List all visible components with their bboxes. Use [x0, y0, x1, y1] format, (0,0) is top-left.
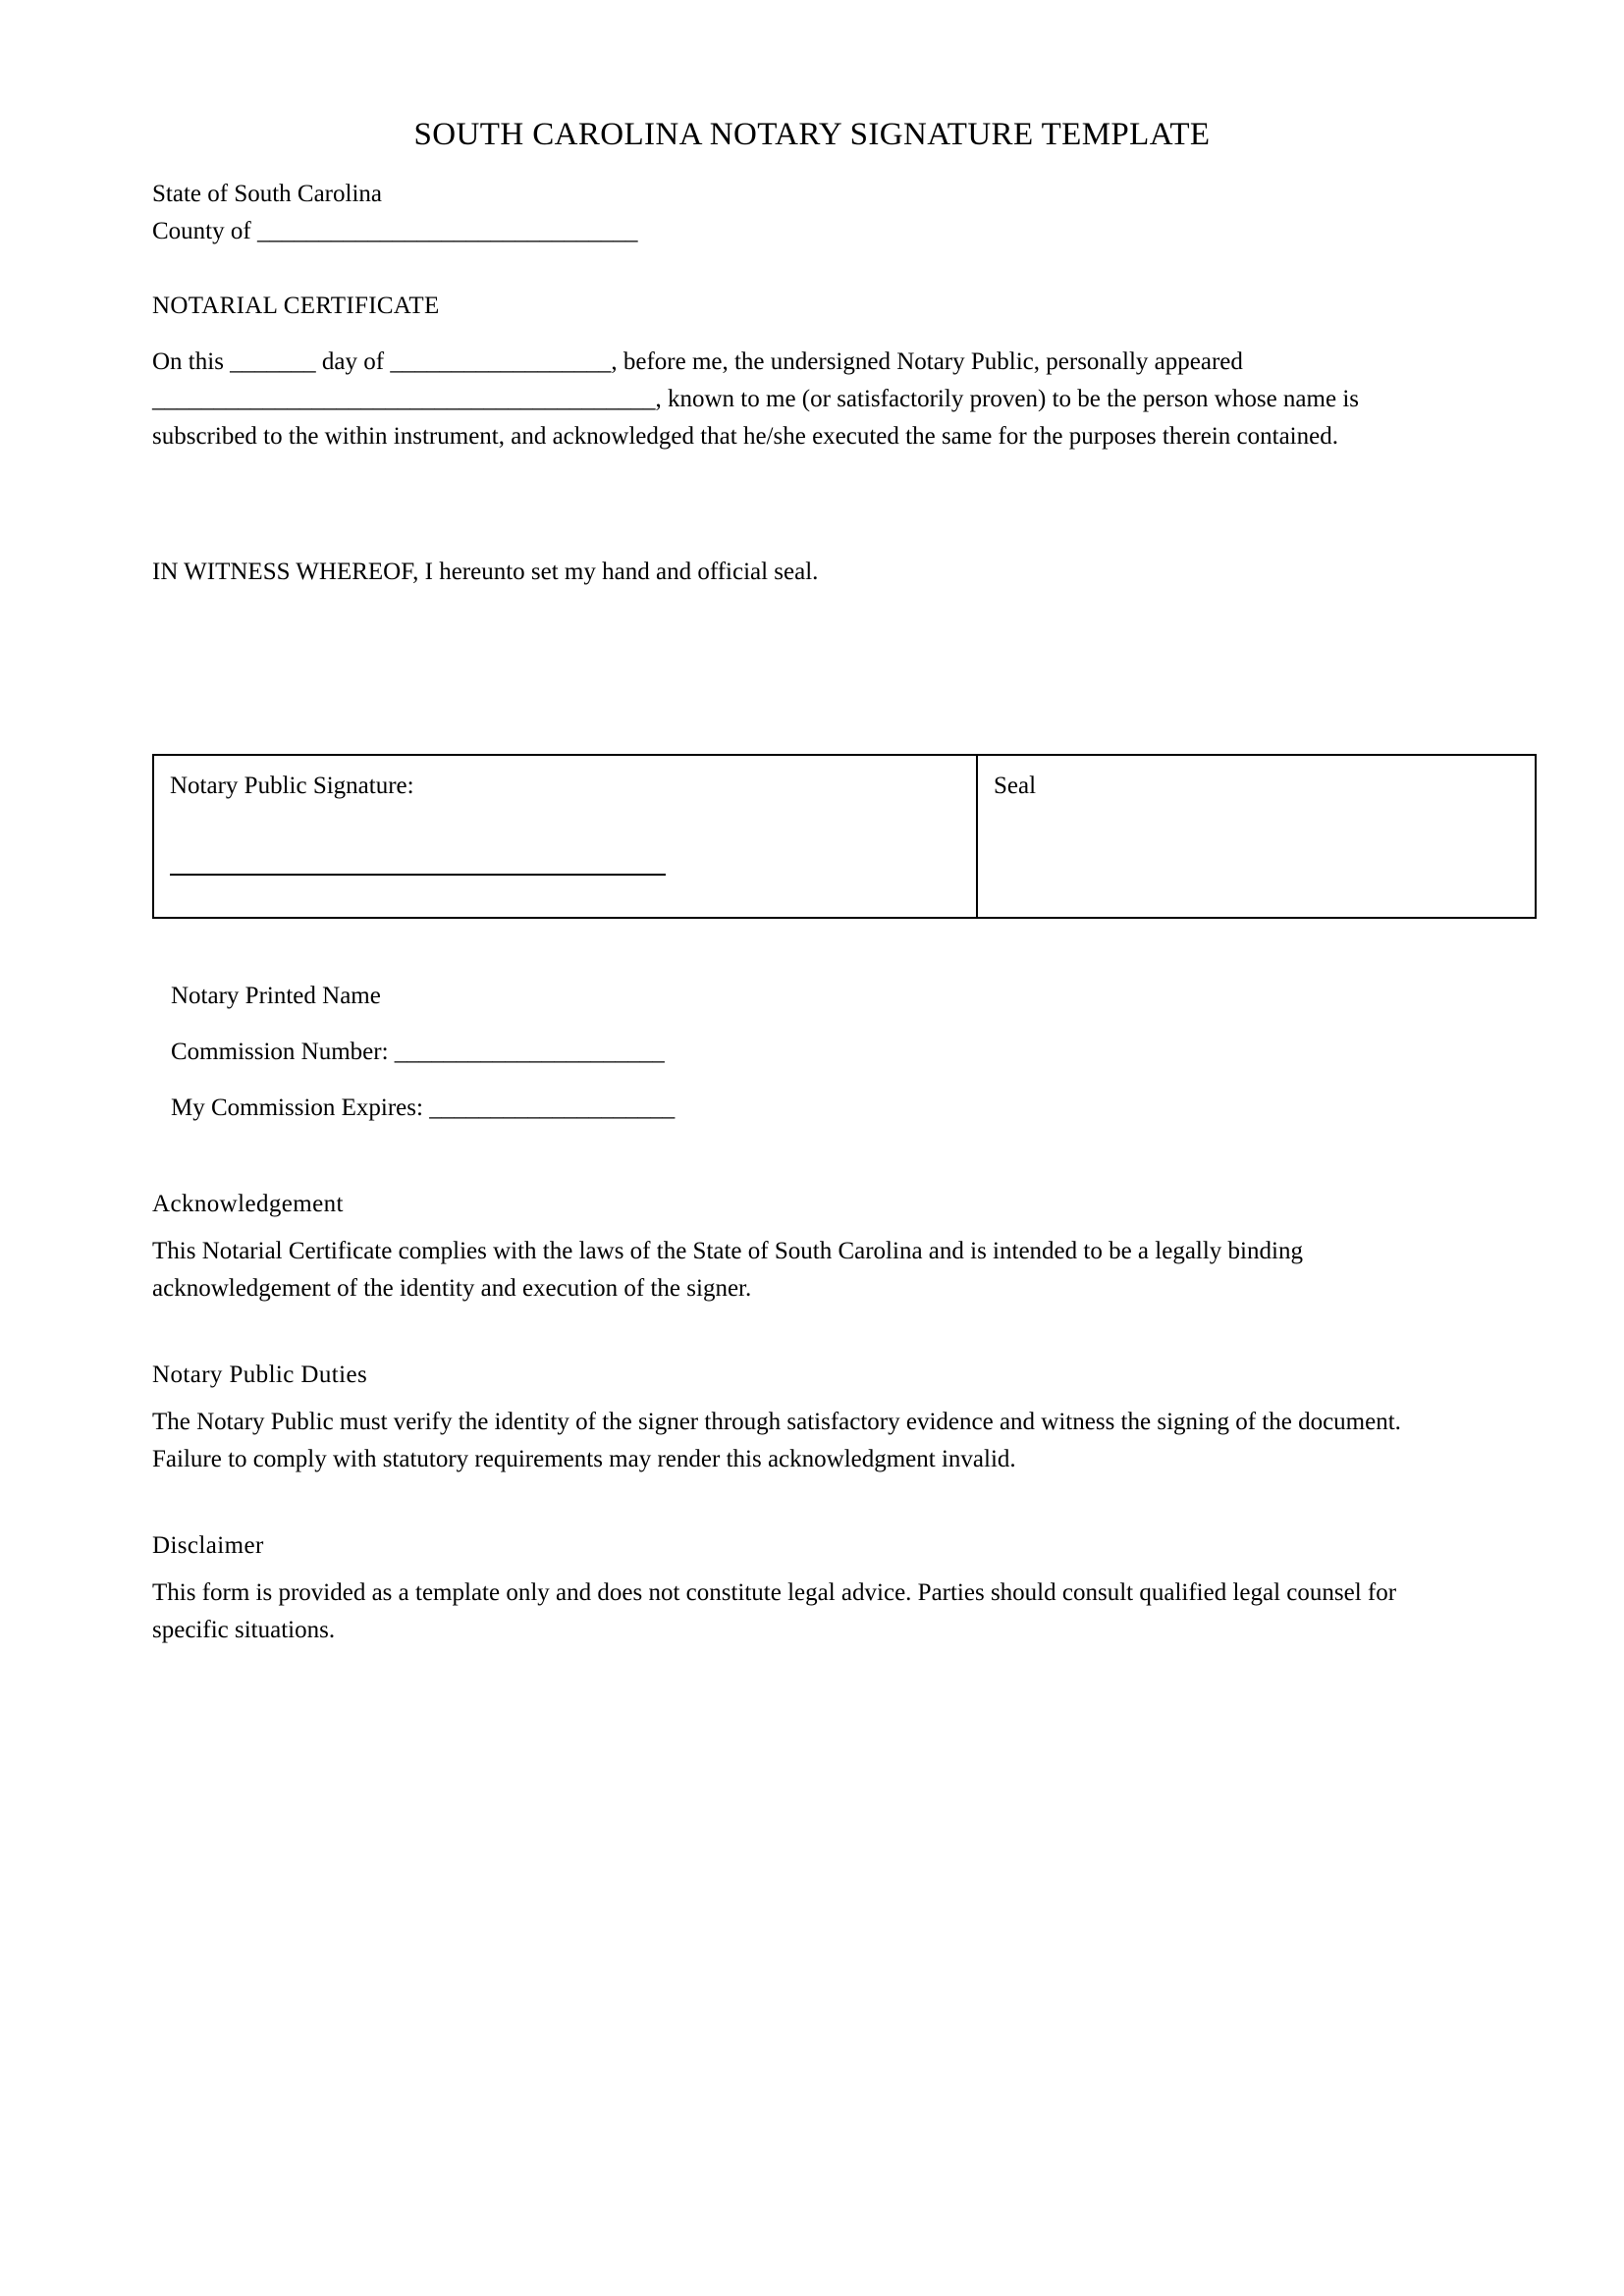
- notary-signature-line[interactable]: [170, 874, 666, 876]
- section-acknowledgement: [152, 1186, 1419, 1308]
- section-disclaimer: [152, 1527, 1419, 1649]
- spacer: [152, 157, 1419, 176]
- table-row: [153, 755, 1536, 918]
- witness-line: IN WITNESS WHEREOF, I hereunto set my hand and official seal.: [152, 559, 819, 585]
- state-line: State of South Carolina: [152, 181, 382, 207]
- commission-number-field[interactable]: Commission Number: ______________________: [171, 1039, 665, 1065]
- spacer: [152, 591, 1419, 717]
- notary-signature-label: Notary Public Signature:: [170, 773, 414, 799]
- section-heading: Acknowledgement: [152, 1191, 344, 1217]
- section-notary-public-duties: [152, 1357, 1419, 1478]
- spacer: [152, 455, 1419, 554]
- spacer: [152, 1127, 1419, 1186]
- commission-expires-field[interactable]: My Commission Expires: ____________________: [171, 1095, 676, 1121]
- notary-printed-name: Notary Printed Name: [171, 983, 381, 1009]
- section-heading: Disclaimer: [152, 1532, 264, 1559]
- seal-label: Seal: [994, 773, 1037, 799]
- section-body: This form is provided as a template only and does not constitute legal advice. Parties should consult qualified legal counsel for specific situations.: [152, 1579, 1397, 1643]
- page-title: SOUTH CAROLINA NOTARY SIGNATURE TEMPLATE: [413, 117, 1211, 152]
- section-body: The Notary Public must verify the identity of the signer through satisfactory evidence and witness the signing of the document. Failure to comply with statutory requirements may render this acknowledgment invalid.: [152, 1409, 1401, 1472]
- signature-seal-table: [152, 754, 1537, 919]
- notary-signature-cell[interactable]: [153, 755, 977, 918]
- spacer: [152, 325, 1419, 344]
- spacer: [152, 717, 1419, 754]
- seal-cell[interactable]: [977, 755, 1536, 918]
- county-line[interactable]: County of _______________________________: [152, 218, 638, 244]
- notarial-certificate-heading: NOTARIAL CERTIFICATE: [152, 293, 440, 319]
- document-body: [152, 157, 1419, 1698]
- notary-details-block: [171, 978, 1419, 1127]
- section-body: This Notarial Certificate complies with the laws of the State of South Carolina and is intended to be a legally binding acknowledgement of the identity and execution of the signer.: [152, 1238, 1303, 1302]
- section-heading: Notary Public Duties: [152, 1362, 368, 1388]
- certificate-body-paragraph[interactable]: On this _______ day of __________________, before me, the undersigned Notary Public, personally appeared _________________________________________, known to me (or satisfactorily proven) to be the person whose name is subscribed to the within instrument, and acknowledged that he/she executed the same for the purposes therein contained.: [152, 348, 1359, 450]
- spacer: [152, 250, 1419, 288]
- spacer: [152, 919, 1419, 978]
